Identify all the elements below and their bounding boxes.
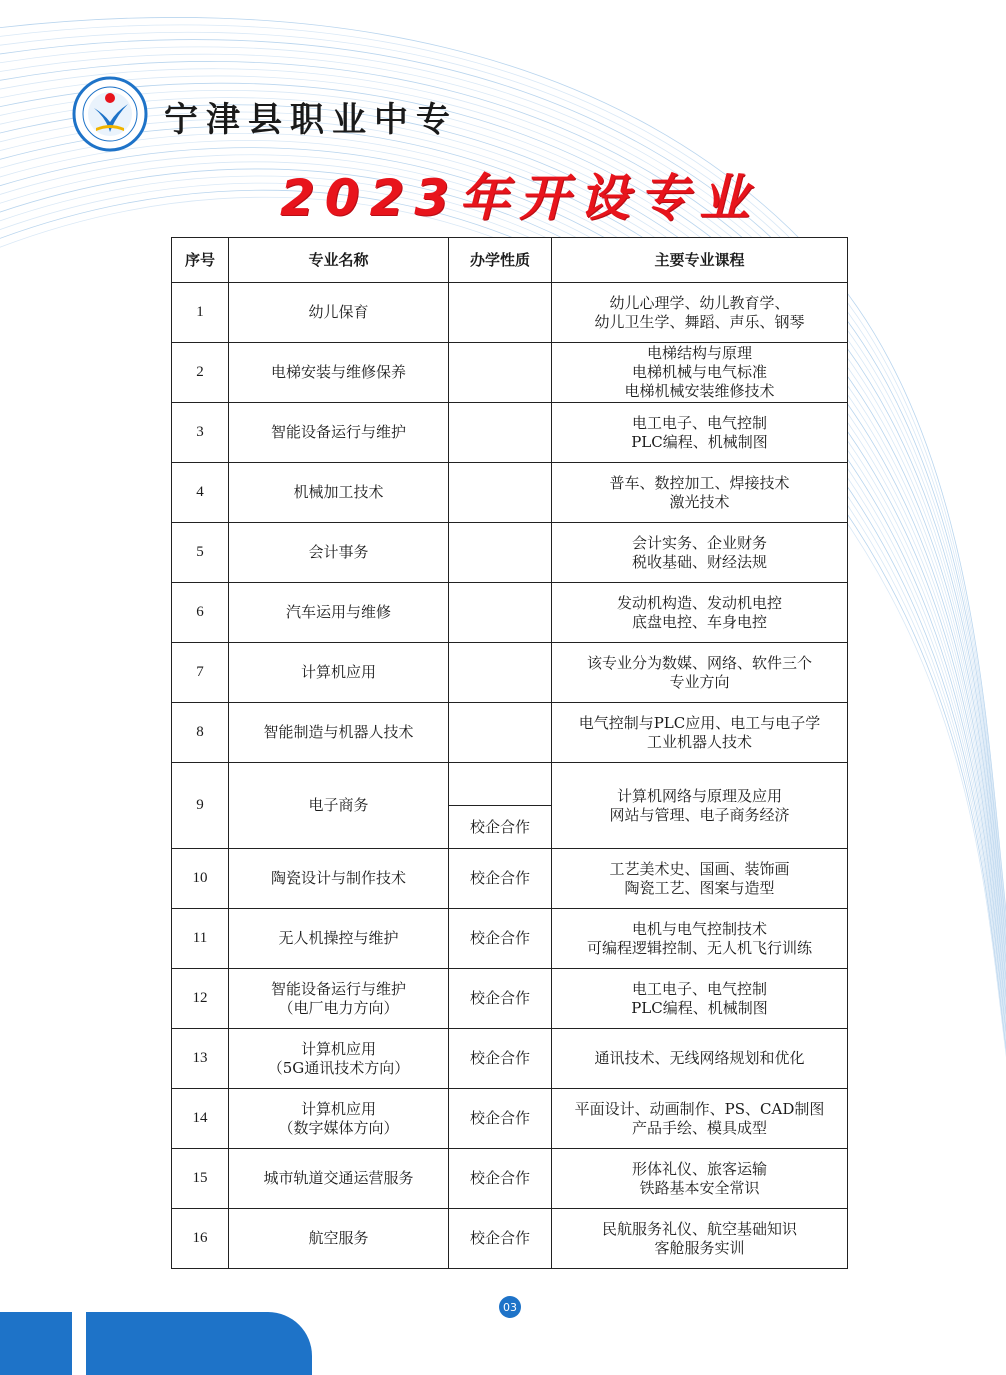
main-courses <box>552 523 848 583</box>
major-name <box>229 1029 449 1089</box>
main-courses-line: 民航服务礼仪、航空基础知识 <box>601 1219 797 1238</box>
major-name <box>229 583 449 643</box>
main-courses-line: 工艺美术史、国画、装饰画 <box>609 859 790 878</box>
footer-bar-left <box>0 1312 72 1375</box>
major-name <box>229 763 449 849</box>
school-nature: 校企合作 <box>449 1149 552 1209</box>
school-nature: 校企合作 <box>449 806 552 849</box>
main-courses-line: 底盘电控、车身电控 <box>631 612 767 631</box>
main-courses <box>552 343 848 403</box>
main-courses-line: 计算机网络与原理及应用 <box>616 786 782 805</box>
main-courses-line: 客舱服务实训 <box>654 1238 745 1257</box>
major-name-line: 陶瓷设计与制作技术 <box>270 869 406 887</box>
majors-table-body <box>172 283 848 1269</box>
main-courses <box>552 849 848 909</box>
header-number: 序号 <box>172 238 229 283</box>
school-nature <box>449 523 552 583</box>
main-courses-line: 工业机器人技术 <box>646 732 752 751</box>
row-number: 1 <box>172 283 229 343</box>
main-courses-line: 幼儿心理学、幼儿教育学、 <box>609 293 790 312</box>
header-school-nature: 办学性质 <box>449 238 552 283</box>
school-nature: 校企合作 <box>449 849 552 909</box>
major-name-line: 智能设备运行与维护 <box>270 979 406 998</box>
main-courses-line: 通讯技术、无线网络规划和优化 <box>594 1049 805 1067</box>
major-name <box>229 283 449 343</box>
footer-bar-right <box>86 1312 312 1375</box>
main-courses <box>552 763 848 849</box>
main-courses-line: 形体礼仪、旅客运输 <box>631 1159 767 1178</box>
row-number: 8 <box>172 703 229 763</box>
main-courses-line: 电工电子、电气控制 <box>631 979 767 998</box>
main-courses-line: 会计实务、企业财务 <box>631 533 767 552</box>
row-number: 3 <box>172 403 229 463</box>
main-courses-line: 普车、数控加工、焊接技术 <box>609 473 790 492</box>
school-nature <box>449 283 552 343</box>
school-nature: 校企合作 <box>449 1209 552 1269</box>
row-number: 15 <box>172 1149 229 1209</box>
main-courses <box>552 1209 848 1269</box>
major-name <box>229 463 449 523</box>
page-title: 2023年开设专业 <box>280 169 760 227</box>
table-row <box>172 523 848 583</box>
major-name <box>229 969 449 1029</box>
main-courses <box>552 403 848 463</box>
main-courses-line: PLC编程、机械制图 <box>631 998 768 1017</box>
row-number: 13 <box>172 1029 229 1089</box>
school-nature: 校企合作 <box>449 1089 552 1149</box>
major-name-line: 航空服务 <box>308 1229 369 1247</box>
main-courses <box>552 1089 848 1149</box>
table-row <box>172 583 848 643</box>
school-name: 宁津县职业中专 <box>164 100 458 140</box>
major-name <box>229 703 449 763</box>
table-row <box>172 1149 848 1209</box>
major-name-line: 计算机应用 <box>300 663 376 681</box>
school-nature <box>449 403 552 463</box>
school-nature: 校企合作 <box>449 969 552 1029</box>
majors-table <box>171 237 848 1269</box>
main-courses <box>552 583 848 643</box>
main-courses-line: 可编程逻辑控制、无人机飞行训练 <box>586 938 812 957</box>
table-row <box>172 403 848 463</box>
row-number: 4 <box>172 463 229 523</box>
row-number: 6 <box>172 583 229 643</box>
main-courses <box>552 283 848 343</box>
main-courses-line: 电机与电气控制技术 <box>631 919 767 938</box>
table-row <box>172 909 848 969</box>
major-name-line: 智能设备运行与维护 <box>270 423 406 441</box>
major-name <box>229 643 449 703</box>
main-courses-line: 产品手绘、模具成型 <box>631 1118 767 1137</box>
major-name <box>229 1149 449 1209</box>
major-name-line: 计算机应用 <box>300 1039 376 1058</box>
row-number: 7 <box>172 643 229 703</box>
major-name-line: 机械加工技术 <box>293 483 384 501</box>
major-name <box>229 523 449 583</box>
major-name-line: 电子商务 <box>308 796 369 814</box>
main-courses-line: 电梯机械安装维修技术 <box>624 382 775 400</box>
major-name-line: 计算机应用 <box>300 1099 376 1118</box>
main-courses <box>552 463 848 523</box>
row-number: 5 <box>172 523 229 583</box>
table-row <box>172 969 848 1029</box>
header-main-courses: 主要专业课程 <box>552 238 848 283</box>
main-courses <box>552 909 848 969</box>
major-name-line: 幼儿保育 <box>308 303 369 321</box>
main-courses-line: 电梯机械与电气标准 <box>631 363 767 381</box>
school-nature: 校企合作 <box>449 1029 552 1089</box>
main-courses-line: PLC编程、机械制图 <box>631 432 768 451</box>
major-name-line: （5G通讯技术方向） <box>267 1058 410 1077</box>
row-number: 2 <box>172 343 229 403</box>
major-name <box>229 909 449 969</box>
major-name <box>229 1089 449 1149</box>
major-name-line: 无人机操控与维护 <box>278 929 399 947</box>
table-row <box>172 1029 848 1089</box>
major-name-line: （数字媒体方向） <box>278 1118 399 1137</box>
major-name-line: 汽车运用与维修 <box>285 603 391 621</box>
table-row <box>172 1089 848 1149</box>
major-name-line: 会计事务 <box>308 543 369 561</box>
main-courses-line: 网站与管理、电子商务经济 <box>609 805 790 824</box>
table-row <box>172 643 848 703</box>
main-courses-line: 电气控制与PLC应用、电工与电子学 <box>578 713 821 732</box>
main-courses-line: 铁路基本安全常识 <box>639 1178 760 1197</box>
school-nature <box>449 583 552 643</box>
major-name-line: 智能制造与机器人技术 <box>263 723 414 741</box>
table-row <box>172 1209 848 1269</box>
school-nature: 校企合作 <box>449 909 552 969</box>
main-courses-line: 税收基础、财经法规 <box>631 552 767 571</box>
table-row <box>172 463 848 523</box>
major-name-line: 城市轨道交通运营服务 <box>263 1169 414 1187</box>
main-courses <box>552 969 848 1029</box>
row-number: 16 <box>172 1209 229 1269</box>
main-courses-line: 电工电子、电气控制 <box>631 413 767 432</box>
main-courses <box>552 643 848 703</box>
major-name <box>229 403 449 463</box>
row-number: 14 <box>172 1089 229 1149</box>
school-nature <box>449 463 552 523</box>
main-courses-line: 陶瓷工艺、图案与造型 <box>624 878 775 897</box>
table-row <box>172 849 848 909</box>
main-courses-line: 该专业分为数媒、网络、软件三个 <box>586 653 812 672</box>
table-row <box>172 703 848 763</box>
main-courses-line: 激光技术 <box>669 492 730 511</box>
school-nature <box>449 763 552 806</box>
header-major-name: 专业名称 <box>229 238 449 283</box>
major-name-line: 电梯安装与维修保养 <box>270 363 406 381</box>
main-courses-line: 幼儿卫生学、舞蹈、声乐、钢琴 <box>594 312 805 331</box>
major-name <box>229 1209 449 1269</box>
row-number: 9 <box>172 763 229 849</box>
table-row <box>172 343 848 403</box>
main-courses-line: 专业方向 <box>669 672 730 691</box>
main-courses <box>552 1029 848 1089</box>
school-nature <box>449 343 552 403</box>
row-number: 11 <box>172 909 229 969</box>
main-courses-line: 电梯结构与原理 <box>646 344 752 362</box>
major-name <box>229 849 449 909</box>
major-name <box>229 343 449 403</box>
school-logo-icon <box>72 76 148 152</box>
page-number-badge: 03 <box>499 1296 521 1318</box>
table-row <box>172 763 848 806</box>
main-courses <box>552 1149 848 1209</box>
major-name-line: （电厂电力方向） <box>278 998 399 1017</box>
main-courses-line: 平面设计、动画制作、PS、CAD制图 <box>574 1099 825 1118</box>
school-nature <box>449 643 552 703</box>
main-courses-line: 发动机构造、发动机电控 <box>616 593 782 612</box>
school-nature <box>449 703 552 763</box>
row-number: 12 <box>172 969 229 1029</box>
main-courses <box>552 703 848 763</box>
table-row <box>172 283 848 343</box>
row-number: 10 <box>172 849 229 909</box>
